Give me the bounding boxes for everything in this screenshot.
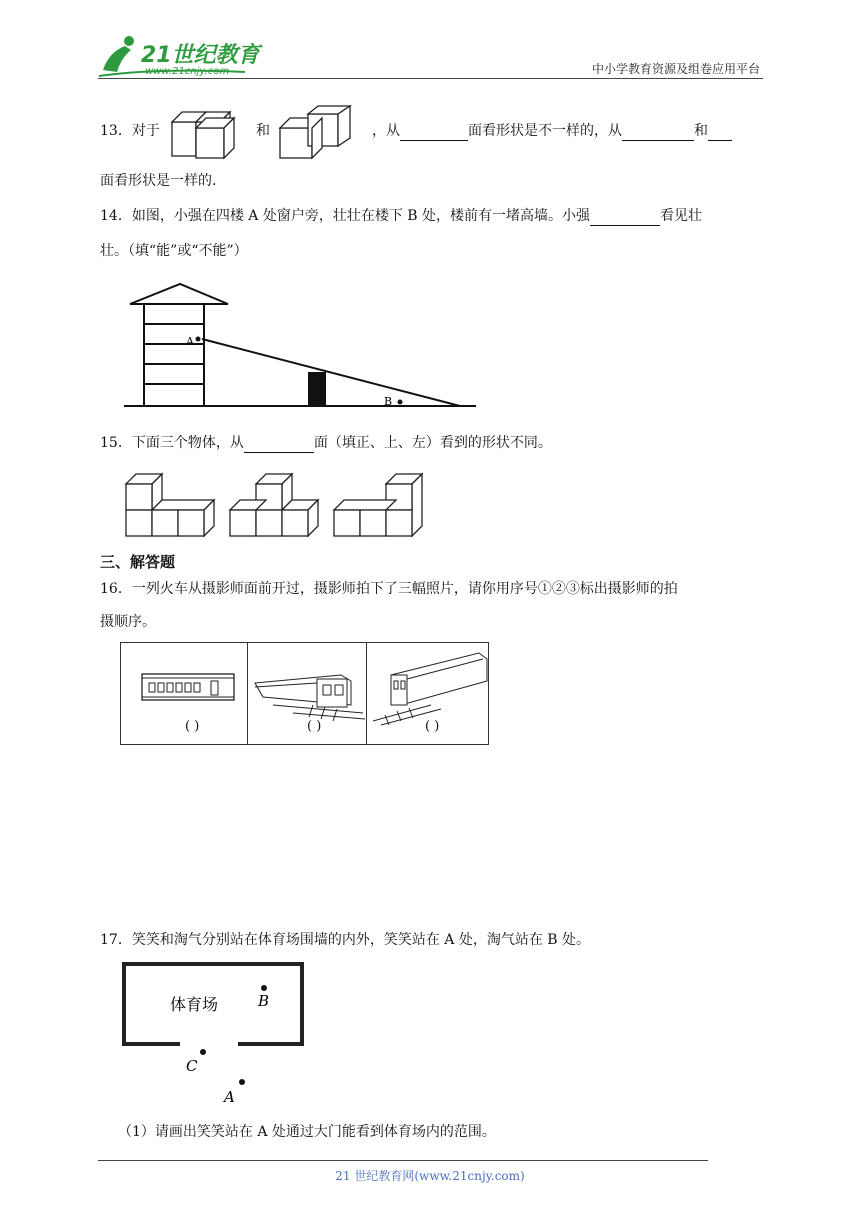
q16-line2: 摄顺序。 bbox=[100, 614, 156, 630]
q13-and2: 和 bbox=[694, 123, 708, 139]
stadium-label: 体育场 bbox=[170, 995, 219, 1014]
q16-photos-panel bbox=[120, 642, 489, 745]
q15-text1: 15．下面三个物体，从 bbox=[100, 435, 244, 451]
footer-text[interactable]: 21 世纪教育网(www.21cnjy.com) bbox=[335, 1169, 525, 1183]
q17-sub1: （1）请画出笑笑站在 A 处通过大门能看到体育场内的范围。 bbox=[118, 1124, 496, 1140]
q14-line2: 壮。（填“能”或“不能”） bbox=[100, 243, 248, 259]
q14-text1: 14．如图，小强在四楼 A 处窗户旁，壮壮在楼下 B 处，楼前有一堵高墙。小强 bbox=[100, 208, 591, 224]
q13-line1-rest bbox=[372, 121, 732, 141]
q17-stadium-figure bbox=[120, 960, 310, 1110]
logo-url: www.21cnjy.com bbox=[145, 66, 230, 77]
logo-text: 21世纪教育 bbox=[141, 43, 260, 68]
q13-shape1-figure bbox=[170, 104, 250, 160]
train-front-angle-image bbox=[253, 665, 365, 721]
q17-label-c: C bbox=[186, 1057, 198, 1075]
q13-text1: ，从 bbox=[372, 123, 400, 139]
q15-line bbox=[100, 433, 552, 453]
site-logo bbox=[95, 32, 265, 80]
q17-label-b: B bbox=[258, 992, 270, 1010]
q14-building-figure bbox=[124, 282, 484, 412]
q13-line1 bbox=[100, 121, 160, 141]
q14-line1 bbox=[100, 206, 702, 226]
train-side-view-image bbox=[141, 673, 241, 703]
q16-paren-3[interactable]: ( ) bbox=[425, 719, 440, 734]
q14-label-a: A bbox=[186, 335, 194, 348]
q13-line2: 面看形状是一样的. bbox=[100, 173, 217, 189]
q16-paren-1[interactable]: ( ) bbox=[185, 719, 200, 734]
q15-objects-figure bbox=[124, 468, 444, 538]
q16-divider-1 bbox=[247, 643, 248, 744]
header-divider bbox=[98, 78, 763, 79]
footer-divider bbox=[98, 1160, 708, 1161]
q15-text2: 面（填正、上、左）看到的形状不同。 bbox=[313, 435, 552, 451]
section-3-title: 三、解答题 bbox=[100, 553, 176, 571]
q16-line1: 16．一列火车从摄影师面前开过，摄影师拍下了三幅照片，请你用序号①②③标出摄影师的拍 bbox=[100, 581, 678, 597]
q13-blank1[interactable] bbox=[400, 124, 468, 141]
q14-blank[interactable] bbox=[590, 209, 660, 226]
q15-blank[interactable] bbox=[244, 436, 314, 453]
q16-divider-2 bbox=[366, 643, 367, 744]
q13-blank3[interactable] bbox=[708, 124, 732, 141]
header-platform-text: 中小学教育资源及组卷应用平台 bbox=[591, 62, 760, 76]
q13-label: 13．对于 bbox=[100, 123, 160, 139]
q13-shape2-figure bbox=[278, 104, 358, 160]
q17-label-a: A bbox=[224, 1088, 235, 1106]
train-oncoming-image bbox=[371, 649, 487, 729]
q13-and: 和 bbox=[256, 123, 270, 139]
q13-text2: 面看形状是不一样的，从 bbox=[468, 123, 622, 139]
q14-text2: 看见壮 bbox=[660, 208, 703, 224]
q16-paren-2[interactable]: ( ) bbox=[307, 719, 322, 734]
q14-label-b: B bbox=[384, 395, 393, 408]
q13-blank2[interactable] bbox=[622, 124, 694, 141]
q17-line1: 17．笑笑和淘气分别站在体育场围墙的内外，笑笑站在 A 处，淘气站在 B 处。 bbox=[100, 932, 591, 948]
